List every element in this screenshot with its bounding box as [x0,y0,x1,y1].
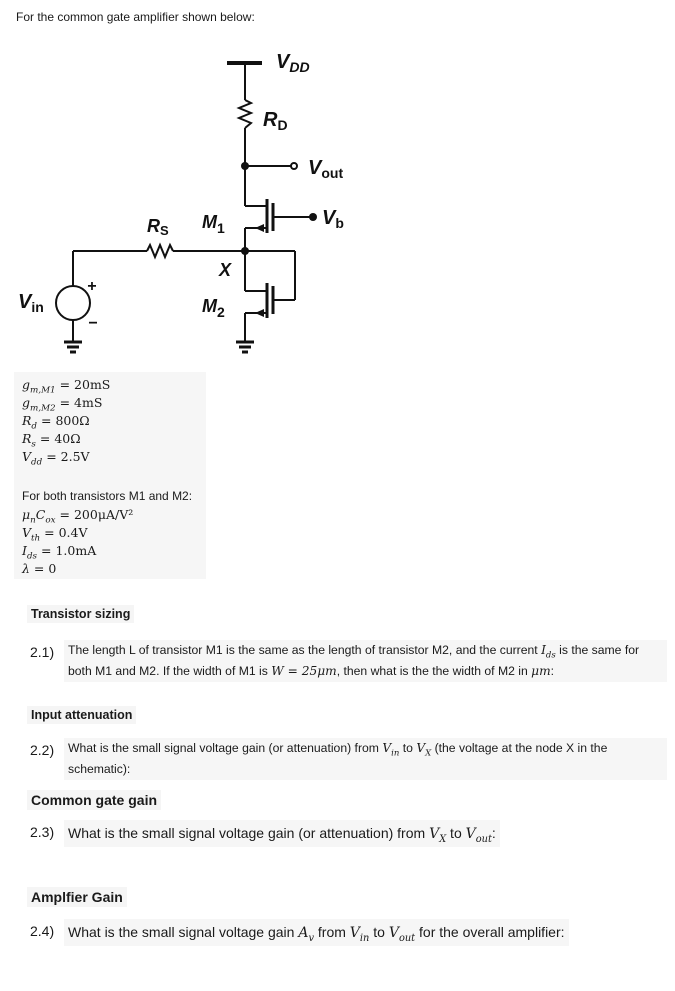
vin-source [56,286,90,320]
section-header-common-gate-gain: Common gate gain [27,790,161,810]
vin-label: $V_{in}$ [18,291,44,315]
intro-text: For the common gate amplifier shown below: [16,10,255,24]
param-gm2: $g_{m,M2} = 4mS$ [22,395,103,414]
vdd-label: $V_{DD}$ [276,51,310,75]
question-row-2-4 [27,919,667,946]
rs-resistor [147,245,173,257]
question-2-1: The length L of transistor M1 is the same as the length of transistor M2, and the current $I_{ds}$ is the same for both M1 and M2. If the width of M1 is W = 25μm, then what is the the width of M2 in μm: [64,640,667,682]
question-row-2-2 [27,738,667,780]
node-x-label: X [219,260,232,280]
question-number: 2.4) [30,923,55,939]
parameters-panel [14,372,206,579]
question-number: 2.1) [30,644,55,660]
vout-label: $V_{out}$ [308,157,344,181]
question-number: 2.2) [30,742,55,758]
question-2-4: What is the small signal voltage gain $A_v$ from $V_{in}$ to $V_{out}$ for the overall amplifier: [64,919,569,946]
rs-label: RS [147,216,169,238]
section-header-transistor-sizing: Transistor sizing [27,605,134,623]
ground-icon [64,342,82,352]
param-vth: $V_{th} = 0.4V$ [22,525,88,544]
question-2-3: What is the small signal voltage gain (or attenuation) from $V_X$ to $V_{out}$: [64,820,500,847]
question-2-2: What is the small signal voltage gain (or attenuation) from $V_{in}$ to $V_X$ (the voltage at the node X in the schematic): [64,738,667,780]
plus-sign: + [87,278,97,295]
vout-terminal [291,163,297,169]
param-vdd: $V_{dd} = 2.5V$ [22,449,90,468]
question-row-2-3 [27,820,667,847]
param-lambda: λ = 0 [22,561,57,576]
ground-icon [236,342,254,352]
rd-label: $R_D$ [263,109,288,133]
m2-arrow [255,309,264,317]
param-ids: $I_{ds} = 1.0mA$ [22,543,97,562]
vb-label: $V_b$ [322,207,344,231]
rd-resistor [239,100,251,128]
section-header-amplifier-gain: Amplfier Gain [27,887,127,907]
param-uncox: $\mu_nC_{ox} = 200\mu A/V^2$ [22,507,134,526]
param-rd: $R_d = 800\Omega$ [22,413,90,432]
section-header-input-attenuation: Input attenuation [27,706,136,724]
param-rs: $R_s = 40\Omega$ [22,431,81,450]
m2-label: $M_2$ [202,296,225,320]
question-row-2-1 [27,640,667,682]
transistor-note: For both transistors M1 and M2: [22,489,193,503]
param-gm1: $g_{m,M1} = 20mS$ [22,377,111,396]
questions [27,605,667,946]
m1-arrow [255,224,264,232]
vb-terminal [309,213,317,221]
question-number: 2.3) [30,824,55,840]
schematic [0,0,380,370]
minus-sign: − [88,315,98,332]
m1-label: $M_1$ [202,212,225,236]
